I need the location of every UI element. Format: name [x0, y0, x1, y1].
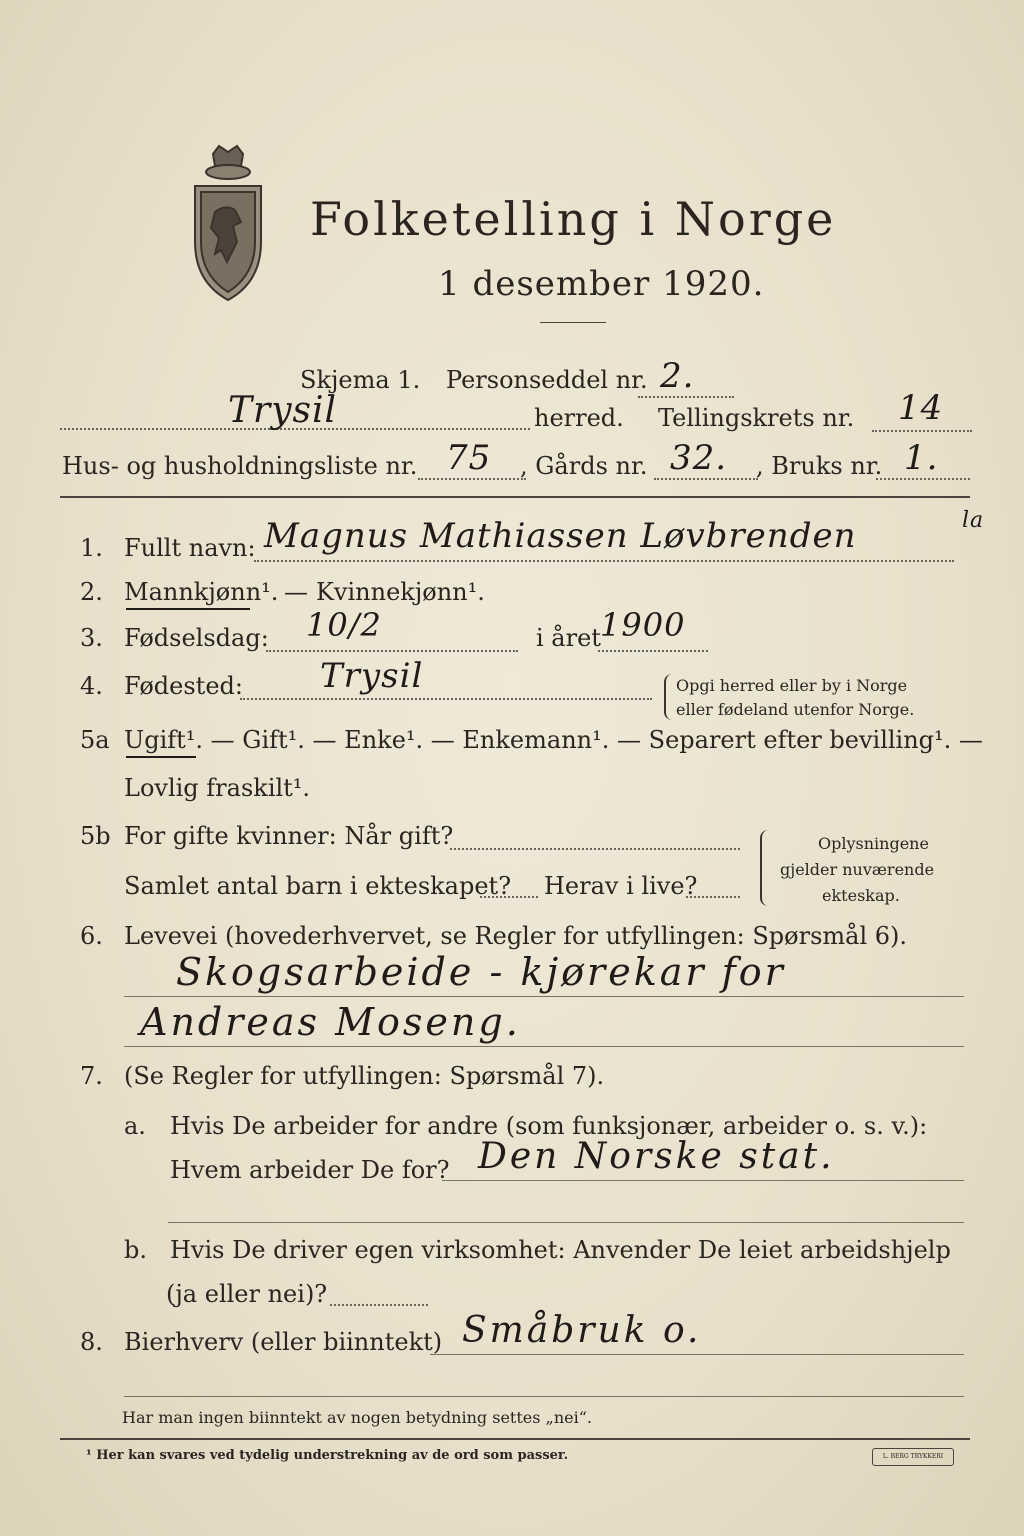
marriage-note-line1: Oplysningene — [818, 834, 929, 853]
q8-number: 8. — [80, 1328, 103, 1356]
male-underline — [126, 608, 250, 610]
full-name-suffix: la — [962, 508, 985, 533]
q1-number: 1. — [80, 534, 103, 562]
employer-value: Den Norske stat. — [478, 1136, 835, 1177]
year-label: i året — [536, 624, 601, 652]
birthplace-note-line1: Opgi herred eller by i Norge — [676, 676, 908, 695]
occupation-label: Levevei (hovederhvervet, se Regler for utfyllingen: Spørsmål 6). — [124, 922, 908, 950]
side-income-field[interactable] — [430, 1354, 964, 1355]
hired-help-label: (ja eller nei)? — [166, 1280, 328, 1308]
personseddel-label: Personseddel nr. — [446, 366, 648, 394]
husliste-value: 75 — [446, 438, 492, 478]
q7-number: 7. — [80, 1062, 103, 1090]
q6-number: 6. — [80, 922, 103, 950]
header-divider — [60, 496, 970, 498]
q3-number: 3. — [80, 624, 103, 652]
children-total-label: Samlet antal barn i ekteskapet? — [124, 872, 512, 900]
q3-label: Fødselsdag: — [124, 624, 269, 652]
employer-field-line2[interactable] — [168, 1222, 964, 1223]
female-option[interactable]: Kvinnekjønn¹. — [316, 578, 485, 606]
children-alive-label: Herav i live? — [544, 872, 698, 900]
marriage-note-line2: gjelder nuværende — [780, 860, 935, 879]
coat-of-arms-icon — [185, 142, 271, 304]
census-date: 1 desember 1920. — [438, 264, 765, 304]
footnote: ¹ Her kan svares ved tydelig understrekning av de ord som passer. — [86, 1448, 569, 1463]
marriage-note-brace — [760, 830, 770, 906]
occupation-line2[interactable] — [124, 1046, 964, 1047]
marriage-note-line3: ekteskap. — [822, 886, 900, 905]
birth-year-value: 1900 — [600, 606, 686, 644]
printer-stamp: L. BERG TRYKKERI — [872, 1448, 954, 1466]
gards-field[interactable] — [654, 478, 758, 480]
occupation-line1[interactable] — [124, 996, 964, 997]
q7-label: (Se Regler for utfyllingen: Spørsmål 7). — [124, 1062, 605, 1090]
gender-separator: — — [284, 578, 308, 606]
bruks-value: 1. — [904, 438, 939, 478]
form-title: Folketelling i Norge — [310, 192, 837, 246]
male-option[interactable]: Mannkjønn¹. — [124, 578, 279, 606]
birthplace-note-line2: eller fødeland utenfor Norge. — [676, 700, 915, 719]
herred-value: Trysil — [228, 390, 338, 431]
tellingskrets-value: 14 — [898, 388, 944, 428]
full-name-field[interactable] — [254, 560, 954, 562]
birthday-value: 10/2 — [306, 606, 382, 644]
q7a-number: a. — [124, 1112, 146, 1140]
side-income-value: Småbruk o. — [462, 1310, 702, 1351]
q7b-line1: Hvis De driver egen virksomhet: Anvender De leiet arbeidshjelp — [170, 1236, 951, 1264]
children-alive-field[interactable] — [686, 896, 740, 898]
tellingskrets-field[interactable] — [872, 430, 972, 432]
married-when-label: For gifte kvinner: Når gift? — [124, 822, 454, 850]
q7b-number: b. — [124, 1236, 147, 1264]
full-name-value: Magnus Mathiassen Løvbrenden — [264, 516, 857, 556]
unmarried-underline — [126, 756, 196, 758]
q5b-number: 5b — [80, 822, 111, 850]
birthday-field[interactable] — [266, 650, 518, 652]
q1-label: Fullt navn: — [124, 534, 256, 562]
bruks-field[interactable] — [876, 478, 970, 480]
personseddel-value: 2. — [660, 356, 695, 396]
employer-field[interactable] — [442, 1180, 964, 1181]
gards-value: 32. — [670, 438, 728, 478]
occupation-value-line1: Skogsarbeide - kjørekar for — [176, 950, 786, 994]
q2-number: 2. — [80, 578, 103, 606]
herred-label: herred. — [534, 404, 624, 432]
birthplace-field[interactable] — [240, 698, 652, 700]
husliste-label: Hus- og husholdningsliste nr. — [62, 452, 418, 480]
gards-label: , Gårds nr. — [520, 452, 648, 480]
birth-year-field[interactable] — [598, 650, 708, 652]
married-when-field[interactable] — [450, 848, 740, 850]
q7a-line1: Hvis De arbeider for andre (som funksjonær, arbeider o. s. v.): — [170, 1112, 928, 1140]
q4-number: 4. — [80, 672, 103, 700]
side-income-note: Har man ingen biinntekt av nogen betydning settes „nei“. — [122, 1408, 592, 1427]
side-income-label: Bierhverv (eller biinntekt) — [124, 1328, 443, 1356]
side-income-line2[interactable] — [124, 1396, 964, 1397]
hired-help-field[interactable] — [330, 1304, 428, 1306]
occupation-value-line2: Andreas Moseng. — [140, 1000, 521, 1044]
divorced-option[interactable]: Lovlig fraskilt¹. — [124, 774, 311, 802]
children-total-field[interactable] — [480, 896, 538, 898]
skjema-label: Skjema 1. — [300, 366, 421, 394]
birthplace-note-brace — [664, 674, 674, 720]
bruks-label: , Bruks nr. — [756, 452, 883, 480]
title-divider — [540, 322, 606, 323]
personseddel-field[interactable] — [638, 396, 734, 398]
marital-status-options[interactable]: Ugift¹. — Gift¹. — Enke¹. — Enkemann¹. — Separert efter bevilling¹. — — [124, 726, 983, 754]
tellingskrets-label: Tellingskrets nr. — [658, 404, 855, 432]
husliste-field[interactable] — [418, 478, 526, 480]
q5a-number: 5a — [80, 726, 110, 754]
employer-label: Hvem arbeider De for? — [170, 1156, 450, 1184]
footnote-divider — [60, 1438, 970, 1440]
q4-label: Fødested: — [124, 672, 243, 700]
birthplace-value: Trysil — [320, 656, 424, 696]
